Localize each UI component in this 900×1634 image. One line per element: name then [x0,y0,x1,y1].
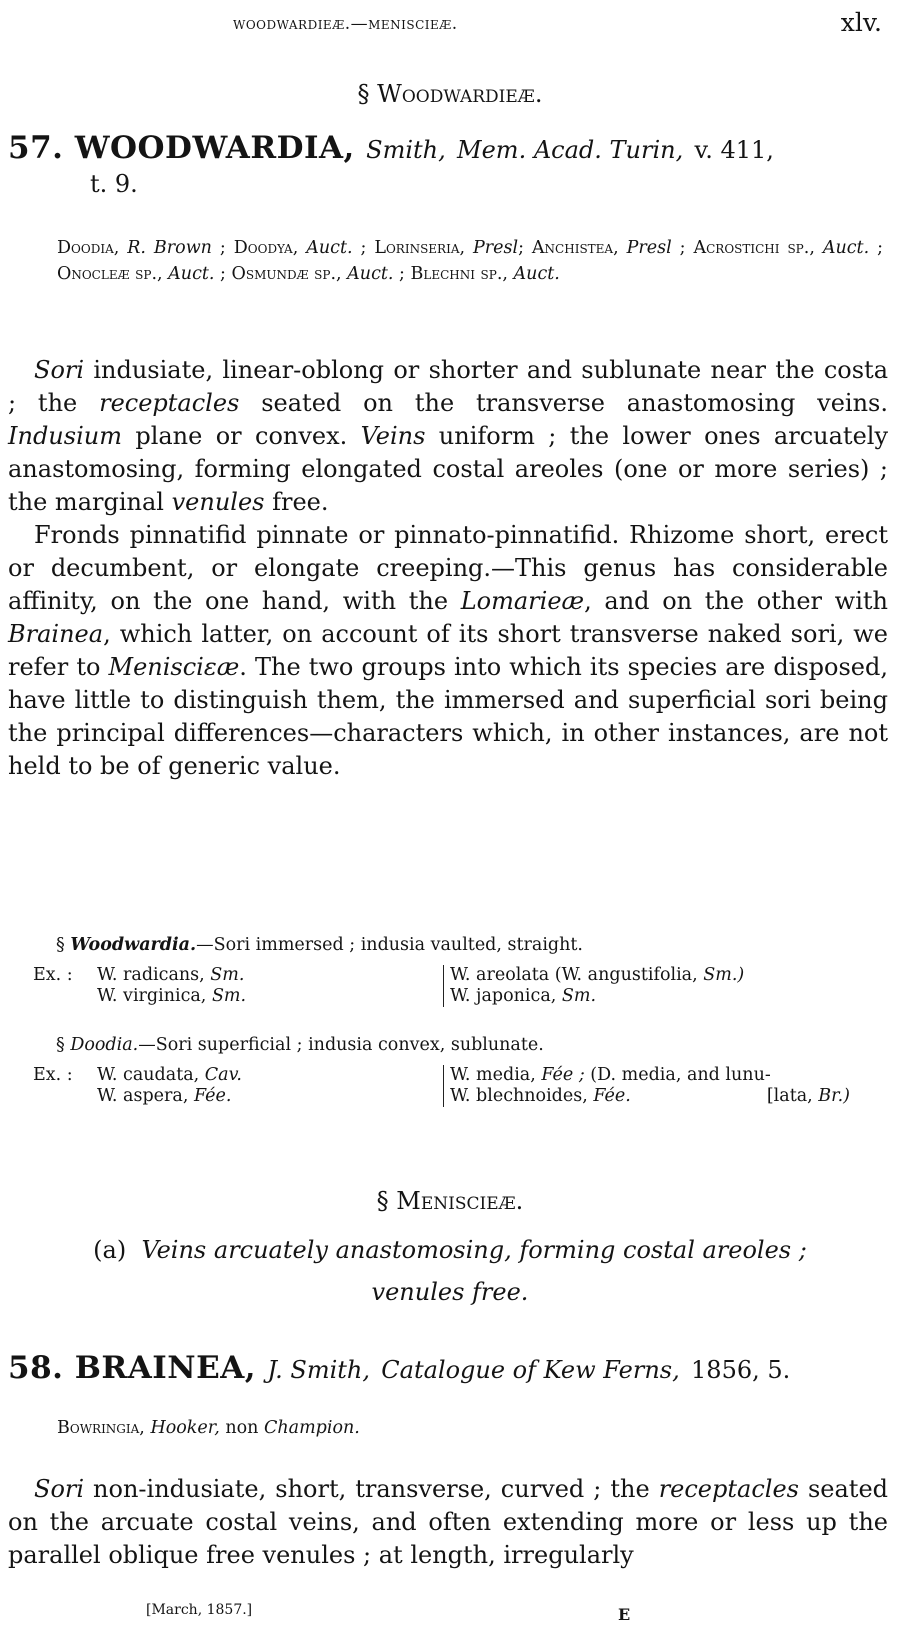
example-column-1 [97,1065,242,1107]
italic-term: Sori [34,356,85,384]
example-species: W. blechnoides, Fée. [lata, Br.) [450,1086,850,1106]
text-run: non-indusiate, short, transverse, curved ; the [84,1475,659,1503]
italic-term: receptacles [658,1475,799,1503]
example-species: W. areolata (W. angustifolia, Sm.) [450,965,745,985]
citation-work: Catalogue of Kew Ferns, [381,1356,680,1384]
section-mark: § [56,1035,71,1055]
genus-name: WOODWARDIA, [74,130,355,166]
italic-term: Sori [34,1475,85,1503]
section-mark: § [56,935,71,955]
running-head-title: woodwardieæ.—menisciεæ. [233,14,458,34]
example-species: W. japonica, Sm. [450,986,597,1006]
genus-number: 57. [8,130,64,166]
example-species: W. radicans, Sm. [97,965,245,985]
citation-author: Smith, [366,136,446,164]
description-58 [8,1473,888,1572]
text-run: indusiate, linear-oblong or shorter and sublunate near the costa ; the [8,356,888,417]
description-57 [8,354,888,783]
text-run: Fronds pinnatifid pinnate or pinnato-pinnatifid. Rhizome short, erect or decumbent, or elongate creeping.—This genus has considerable affinity, on the one hand, with the [8,521,888,615]
genus-name: BRAINEA, [74,1350,257,1386]
text-run: seated on the arcuate costal veins, and often extending more or less up the parallel oblique free venules ; at length, irregularly [8,1475,889,1569]
continuation-bracket: [lata, Br.) [766,1086,850,1106]
italic-term: Brainea [8,620,104,648]
example-label: Ex. : [33,965,73,985]
citation-ref: 1856, 5. [691,1356,791,1384]
text-run: seated on the transverse anastomosing veins. [239,389,888,417]
example-label: Ex. : [33,1065,73,1085]
description-paragraph [8,1473,888,1572]
synonym: Blechni sp., Auct. [410,264,560,284]
italic-term: Veins [360,422,426,450]
subsection-text: —Sori immersed ; indusia vaulted, straight. [196,935,583,955]
citation-work: Mem. Acad. Turin, [457,136,684,164]
synonym: Doodia, R. Brown ; [57,238,234,258]
text-run: , and on the other with [584,587,888,615]
example-species: W. caudata, Cav. [97,1065,242,1085]
subheading-line-1: Veins arcuately anastomosing, forming costal areoles ; [141,1236,807,1264]
italic-term: receptacles [99,389,240,417]
text-run: plane or convex. [121,422,361,450]
genus-title-57 [8,130,774,166]
synonyms-57 [57,235,883,287]
citation-author: J. Smith, [267,1356,370,1384]
subsection-text: —Sori superficial ; indusia convex, sublunate. [138,1035,544,1055]
example-column-2 [443,1065,850,1107]
example-species: W. aspera, Fée. [97,1086,232,1106]
italic-term: Indusium [8,422,122,450]
genus-title-58 [8,1350,790,1386]
subheading-line-2: venules free. [371,1278,529,1306]
citation-ref: v. 411, [694,136,774,164]
synonym: Onocleæ sp., Auct. ; [57,264,232,284]
subsection-name: Doodia. [70,1035,139,1055]
synonyms-58: Bowringia, Hooker, non Champion. [57,1418,360,1438]
text-run: , which latter, on account of its short transverse naked sori, we refer to [8,620,888,681]
subsection-doodia [56,1035,544,1055]
subheading-label: (a) [93,1236,127,1264]
italic-term: Menisciεæ [108,653,240,681]
subheading-a [0,1236,900,1264]
citation-continuation: t. 9. [90,170,138,198]
example-column-1 [97,965,246,1007]
synonym: Osmundæ sp., Auct. ; [231,264,411,284]
footer-date: [March, 1857.] [146,1602,253,1618]
example-species: W. virginica, Sm. [97,986,247,1006]
section-heading-woodwardieae: § Woodwardieæ. [357,80,543,108]
text-run: . The two groups into which its species are disposed, have little to distinguish them, the immersed and superficial sori being the principal differences—characters which, in other instances, are not held to be of generic value. [8,653,888,780]
example-column-2 [443,965,744,1007]
description-paragraph-2 [8,519,888,783]
synonym: Acrostichi sp., Auct. ; [693,238,883,258]
example-species: W. media, Fée ; (D. media, and lunu- [450,1065,771,1085]
text-run: free. [264,488,329,516]
signature-mark: E [618,1605,631,1624]
section-heading-meniscieae: § Menisciεæ. [376,1187,524,1215]
description-paragraph-1 [8,354,888,519]
subsection-name: Woodwardia. [70,935,197,955]
genus-number: 58. [8,1350,64,1386]
synonym: Doodya, Auct. ; [233,238,375,258]
page-number: xlv. [840,8,882,37]
subsection-woodwardia [56,935,583,955]
synonym: Anchistea, Presl ; [531,238,694,258]
synonym: Lorinseria, Presl; [374,238,532,258]
italic-term: Lomarieæ [460,587,585,615]
italic-term: venules [171,488,265,516]
text-run: uniform ; the lower ones arcuately anastomosing, forming elongated costal areoles (one or more series) ; the marginal [8,422,889,516]
